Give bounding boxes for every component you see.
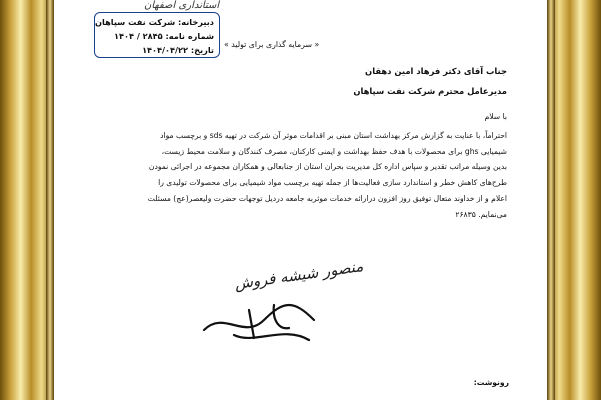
- body-line: اعلام و از خداوند متعال توفیق روز افزون درارائه خدمات موثربه جامعه دردیل توجهات حضرت ولیعصر(عج) مسئلت: [147, 193, 507, 203]
- letter-date: تاریخ: ۱۴۰۴/۰۴/۲۲: [142, 45, 214, 55]
- body-line: شیمیایی ghs برای محصولات با هدف حفظ بهداشت و ایمنی کارکنان، مصرف کنندگان و سلامت محیط زیست،: [161, 146, 507, 156]
- letterhead: استانداری اصفهان: [144, 0, 220, 11]
- recipient-title: مدیرعامل محترم شرکت نفت سپاهان: [353, 86, 507, 96]
- signature-mark: [194, 290, 334, 350]
- frame-left-border: [0, 0, 52, 400]
- signature-name: منصور شیشه فروش: [233, 257, 365, 293]
- body-line: می‌نمایم. ۲۶۸۳۵: [455, 209, 507, 219]
- secretariat-line: دبیرخانه: شرکت نفت سپاهان: [95, 17, 214, 27]
- letter-body: [77, 128, 507, 222]
- frame-inner-right-edge: [547, 0, 555, 400]
- greeting: با سلام: [484, 112, 507, 121]
- letter-paper: [54, 0, 547, 400]
- letter-subject: « سرمایه گذاری برای تولید »: [224, 40, 320, 49]
- letter-number: شماره نامه: ۲۸۴۵ / ۱۴۰۴: [113, 31, 214, 41]
- body-line: طرح‌های کاهش خطر و استاندارد سازی فعالیت‌ها از جمله تهیه برچسب مواد شیمیایی برای محصولات تولیدی را: [158, 178, 507, 188]
- cc-label: رونوشت:: [473, 378, 509, 387]
- frame-right-border: [549, 0, 601, 400]
- recipient-name: جناب آقای دکتر فرهاد امین دهقان: [365, 66, 507, 76]
- frame-inner-left-edge: [46, 0, 54, 400]
- body-line: بدین وسیله مراتب تقدیر و سپاس اداره کل مدیریت بحران استان از جنابعالی و همکاران مجموعه در اجرائی نمودن: [148, 162, 507, 172]
- letter-info-box: [94, 12, 220, 58]
- body-line: احتراماً، با عنایت به گزارش مرکز بهداشت استان مبنی بر اقدامات موثر آن شرکت در تهیه sds و برچسب مواد: [160, 131, 507, 140]
